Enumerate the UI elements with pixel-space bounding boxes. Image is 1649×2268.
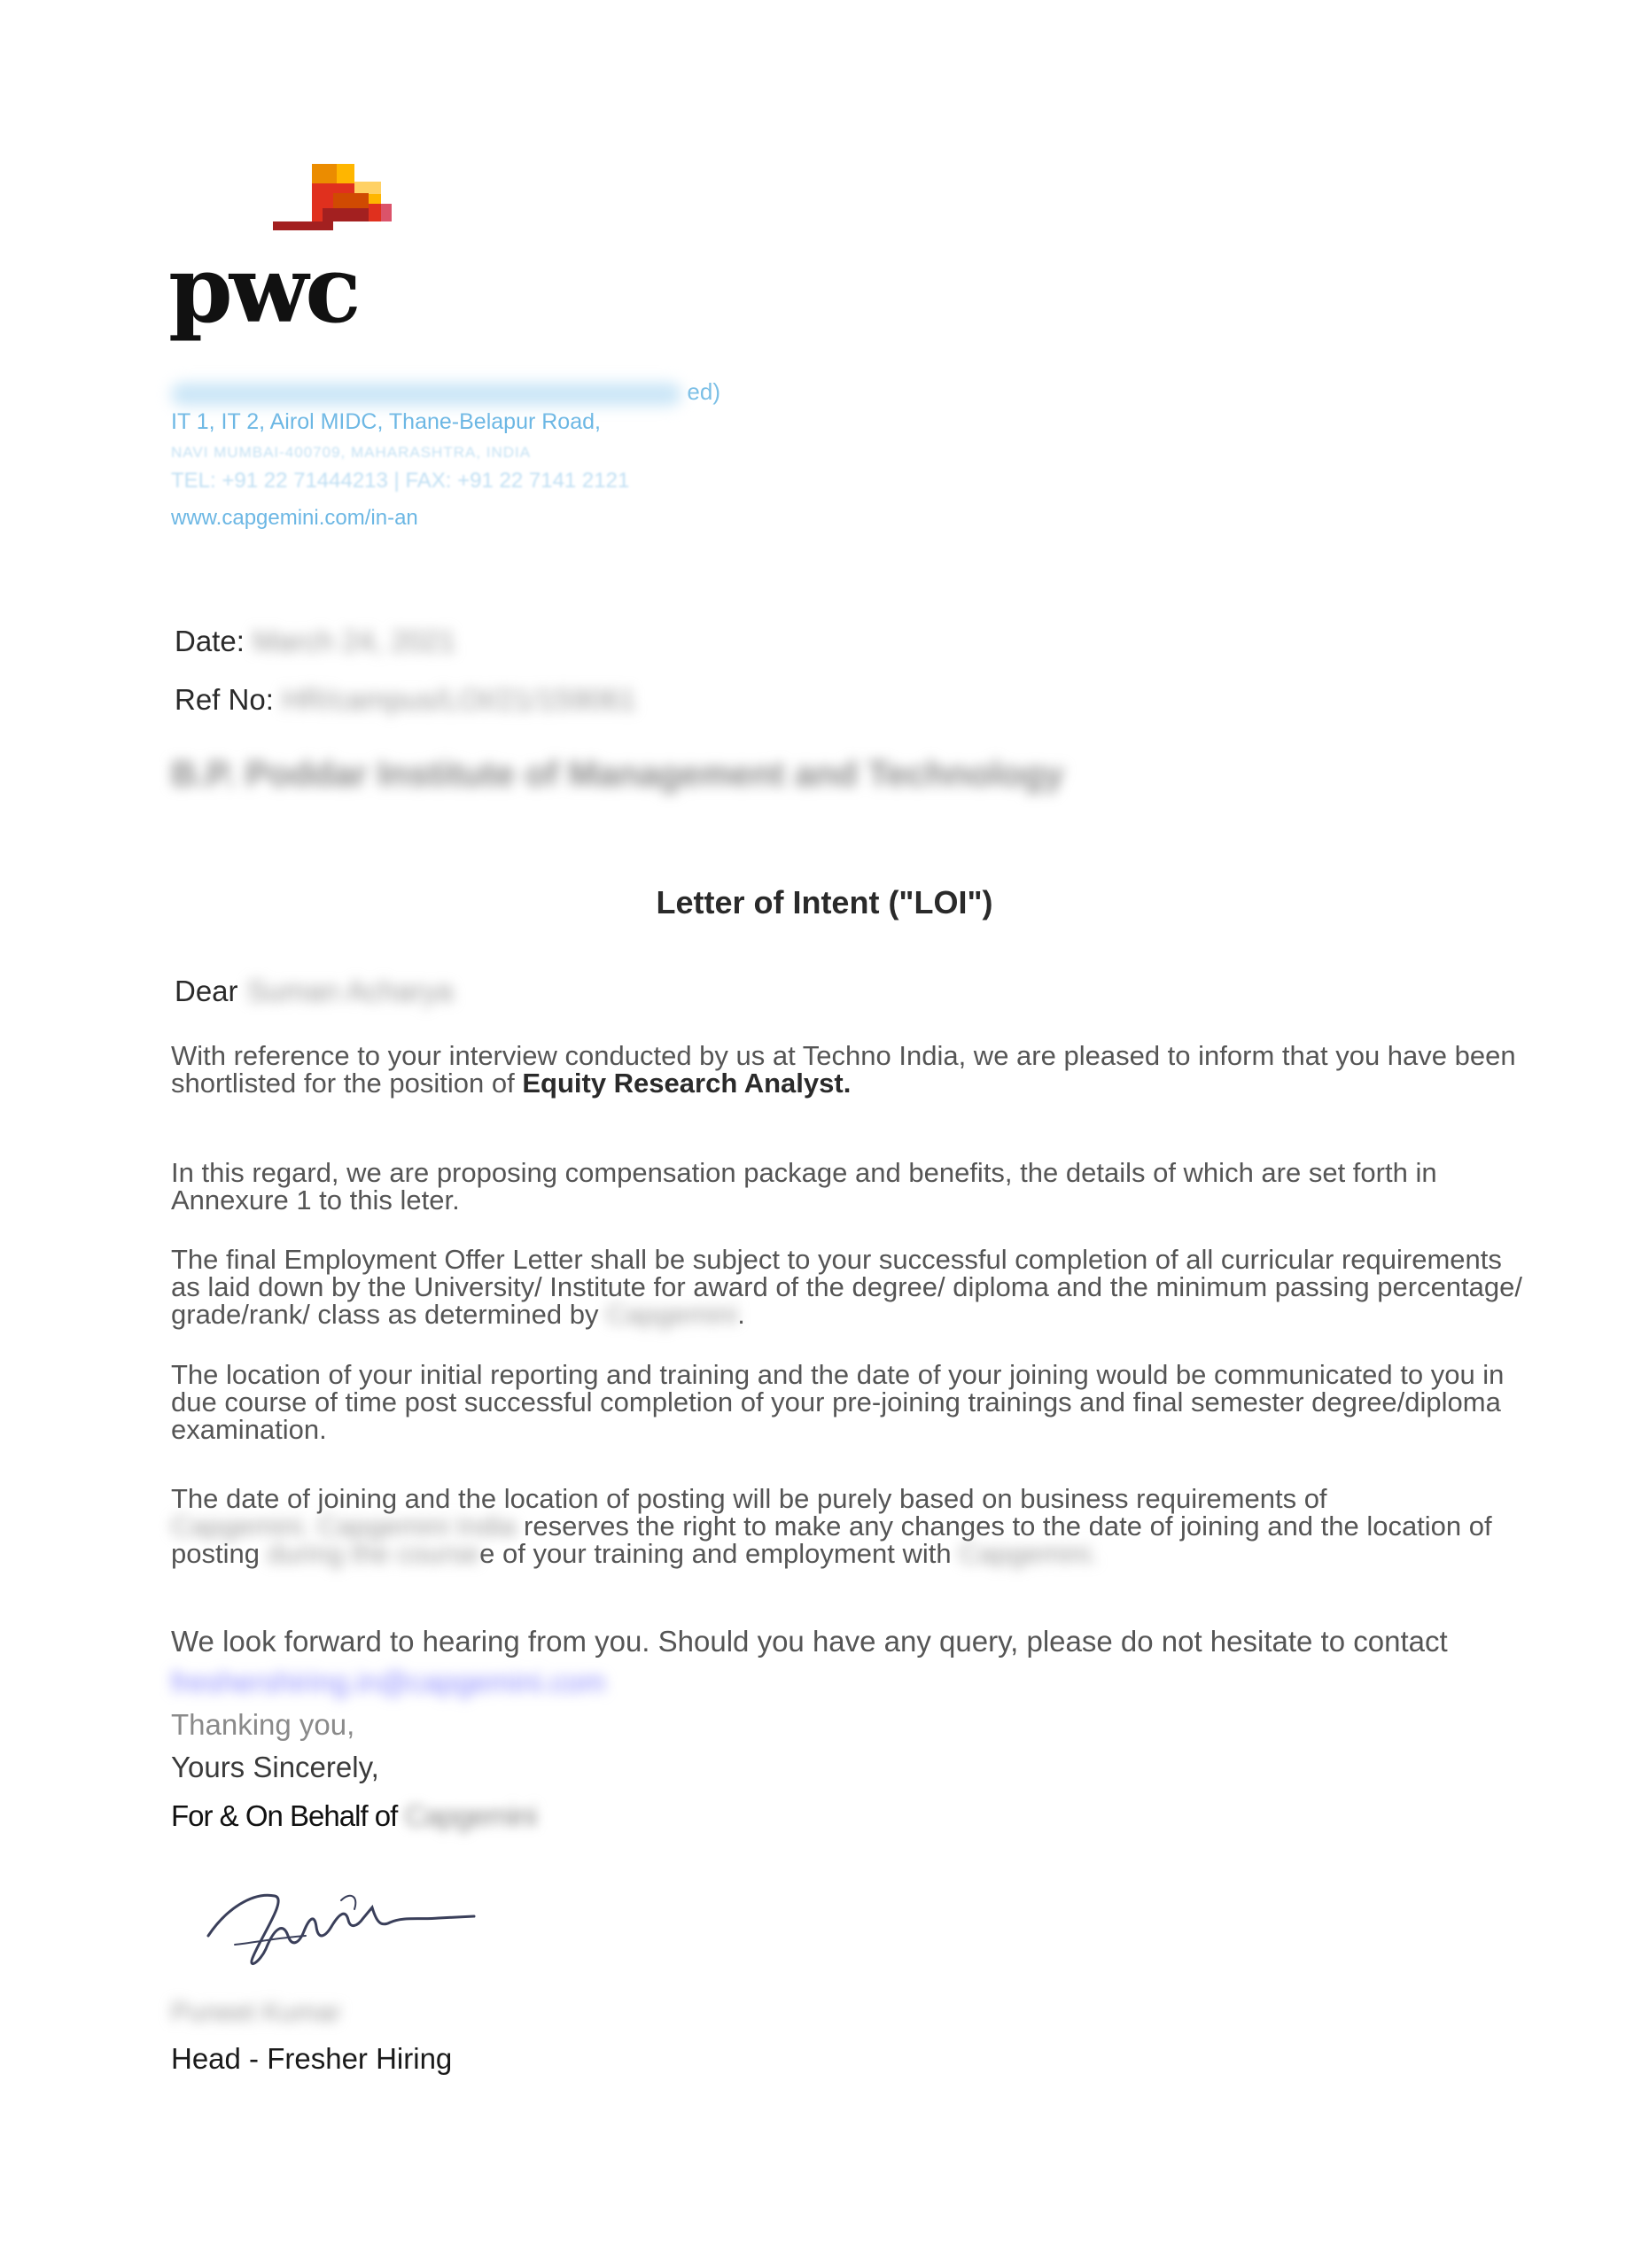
institute-name: B.P. Poddar Institute of Management and Technology bbox=[171, 755, 1064, 794]
redacted-company-name bbox=[171, 383, 681, 406]
recipient-name: Suman Acharya bbox=[246, 975, 454, 1007]
company-address bbox=[171, 370, 720, 531]
logo-wordmark: pwc bbox=[168, 235, 358, 344]
paragraph-contact: We look forward to hearing from you. Should you have any query, please do not hesitate to contact freshershiring.in@capgemini.com bbox=[171, 1621, 1536, 1703]
closing-yours: Yours Sincerely, bbox=[171, 1751, 379, 1783]
paragraph-compensation: In this regard, we are proposing compensation package and benefits, the details of which are set forth in Annexure 1 to this leter. bbox=[171, 1157, 1437, 1216]
address-line-2: IT 1, IT 2, Airol MIDC, Thane-Belapur Road, bbox=[171, 409, 601, 434]
greeting: Dear Suman Acharya bbox=[175, 975, 454, 1007]
paragraph-joining: The date of joining and the location of posting will be purely based on business requirements of Capgemini. Capgemini India reserves the right to make any changes to the date of joining and the location of posting during the coursee of your training and employment with Capgemini. bbox=[171, 1483, 1492, 1569]
company-website: www.capgemini.com/in-an bbox=[171, 506, 418, 530]
letter-title: Letter of Intent ("LOI") bbox=[656, 884, 993, 920]
address-line-3: NAVI MUMBAI-400709, MAHARASHTRA, INDIA bbox=[171, 444, 532, 461]
paragraph-location: The location of your initial reporting and training and the date of your joining would be communicated to you in due course of time post successful completion of your pre-joining trainings and final semester degree/diploma examination. bbox=[171, 1359, 1505, 1445]
paragraph-shortlisted: With reference to your interview conducted by us at Techno India, we are pleased to inform that you have been shortlisted for the position of Equity Research Analyst. bbox=[171, 1040, 1516, 1099]
contact-email: freshershiring.in@capgemini.com bbox=[171, 1666, 606, 1698]
signature-icon bbox=[199, 1874, 483, 1980]
pwc-logo bbox=[168, 159, 416, 344]
address-contact: TEL: +91 22 71444213 | FAX: +91 22 7141 2121 bbox=[171, 469, 630, 493]
position-title: Equity Research Analyst. bbox=[522, 1068, 852, 1099]
reference-number: Ref No: HR/campus/LOI/21/159061 bbox=[175, 683, 636, 716]
date-value: March 24, 2021 bbox=[253, 625, 456, 657]
paragraph-conditions: The final Employment Offer Letter shall be subject to your successful completion of all curricular requirements as laid down by the University/ Institute for award of the degree/ diploma and the minimum passing percentage/ grade/rank/ class as determined by Capgemini. bbox=[171, 1244, 1522, 1330]
closing-thanks: Thanking you, bbox=[171, 1708, 355, 1741]
ref-value: HR/campus/LOI/21/159061 bbox=[282, 683, 636, 716]
signer-name: Puneet Kumar bbox=[171, 1998, 341, 2027]
letter-date: Date: March 24, 2021 bbox=[175, 625, 456, 657]
address-line-1: ed) bbox=[171, 370, 720, 406]
signer-designation: Head - Fresher Hiring bbox=[171, 2042, 453, 2075]
on-behalf-of: For & On Behalf of Capgemini bbox=[171, 1799, 537, 1832]
